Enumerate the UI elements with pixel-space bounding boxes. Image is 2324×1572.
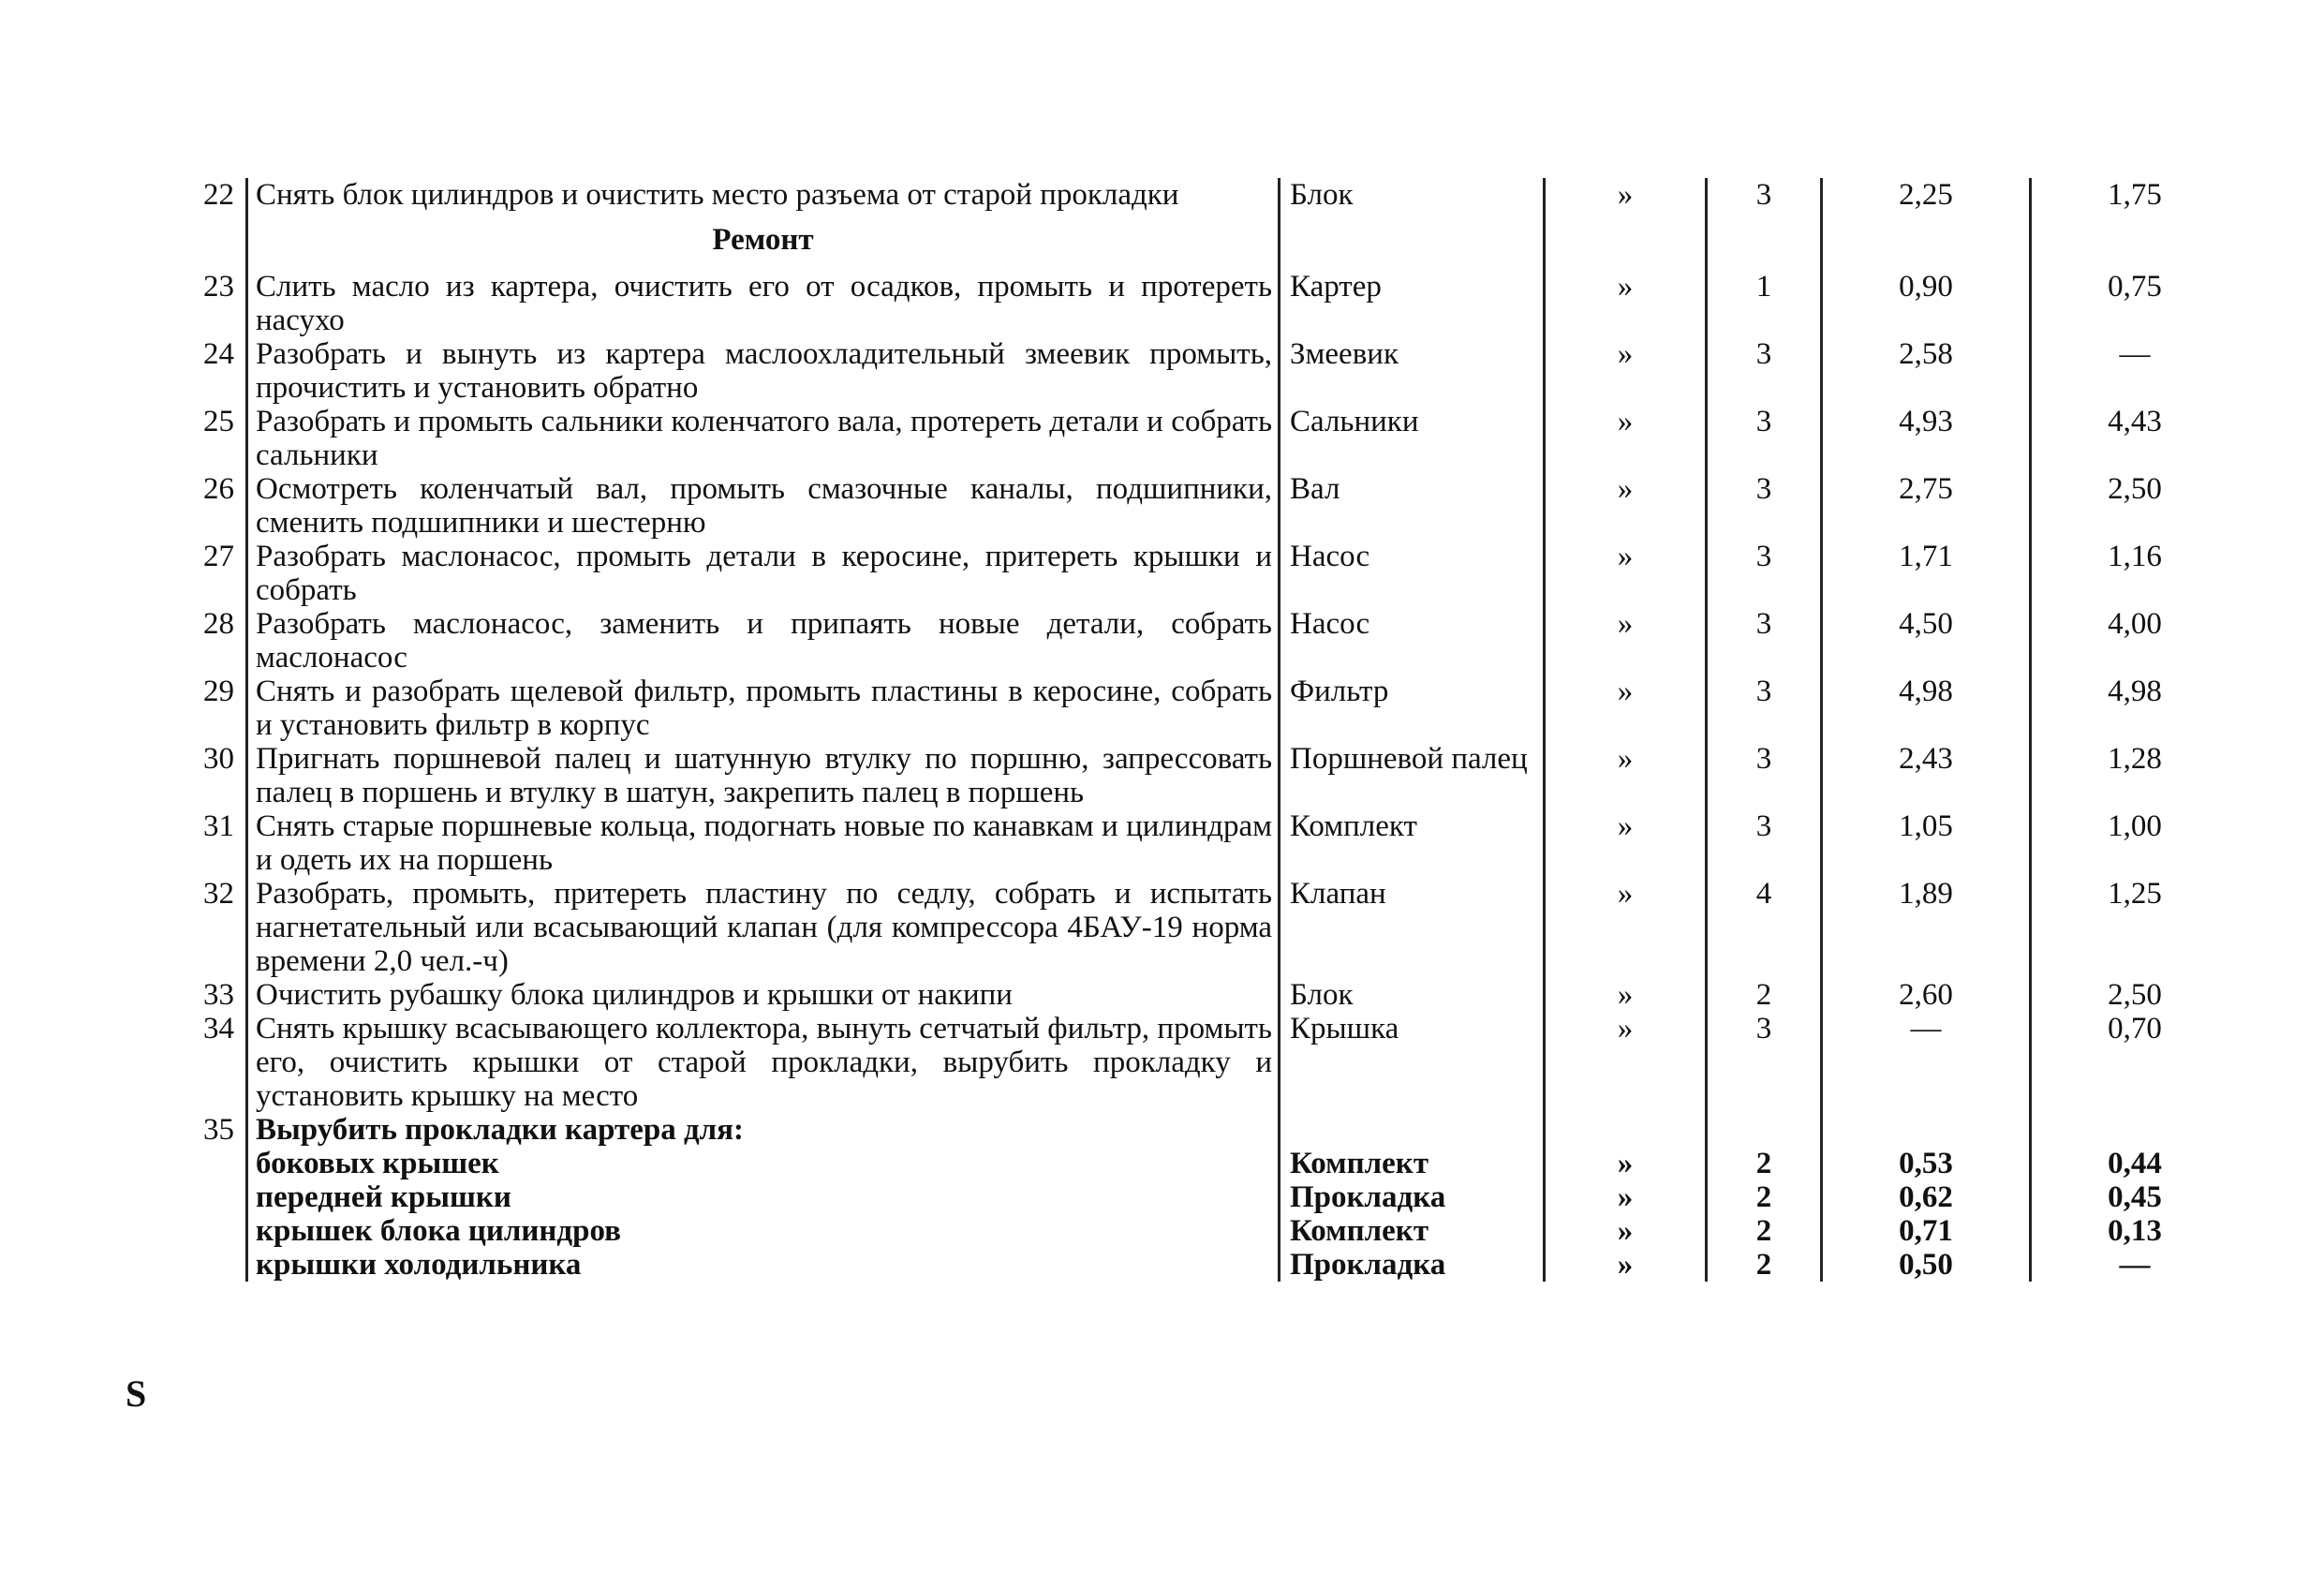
- row-time-norm-1: 2,58: [1822, 337, 2031, 405]
- table-row: [150, 877, 2238, 978]
- row-category: 2: [1707, 1147, 1822, 1180]
- row-number: 32: [203, 877, 234, 911]
- row-number-empty: [150, 1248, 247, 1282]
- row-description: передней крышки: [247, 1180, 1280, 1214]
- row-description: Разобрать маслонасос, промыть детали в керосине, притереть крышки и собрать: [247, 540, 1280, 607]
- row-time-norm-1: 2,60: [1822, 978, 2031, 1012]
- row-number: 33: [203, 978, 234, 1012]
- row-time-norm-2: 1,00: [2031, 809, 2239, 877]
- row-category: 3: [1707, 178, 1822, 212]
- row-time-norm-2: 4,43: [2031, 405, 2239, 472]
- row-ditto: »: [1545, 178, 1707, 212]
- row-time-norm-2: —: [2031, 337, 2239, 405]
- row-category: 3: [1707, 540, 1822, 607]
- row-category: 3: [1707, 472, 1822, 540]
- row-time-norm-1: 4,98: [1822, 675, 2031, 742]
- row-category: 2: [1707, 1248, 1822, 1282]
- row-description: Очистить рубашку блока цилиндров и крышки от накипи: [247, 978, 1280, 1012]
- row-description: Снять старые поршневые кольца, подогнать новые по канавкам и цилиндрам и одеть их на поршень: [247, 809, 1280, 877]
- row-ditto: »: [1545, 607, 1707, 675]
- row-description: Разобрать маслонасос, заменить и припаять новые детали, собрать маслонасос: [247, 607, 1280, 675]
- row-unit: Блок: [1290, 978, 1354, 1012]
- table-row: [150, 809, 2238, 877]
- row-ditto: »: [1545, 1214, 1707, 1248]
- row-category: 3: [1707, 742, 1822, 809]
- row-ditto: »: [1545, 405, 1707, 472]
- table-row: [150, 405, 2238, 472]
- table-row: [150, 607, 2238, 675]
- row-number: 30: [203, 742, 234, 776]
- row-unit: Поршневой палец: [1290, 742, 1528, 776]
- row-unit: Вал: [1290, 472, 1340, 506]
- row-unit: Комплект: [1290, 809, 1417, 843]
- row-ditto: »: [1545, 1012, 1707, 1113]
- row-time-norm-1: —: [1822, 1012, 2031, 1113]
- row-ditto: »: [1545, 1147, 1707, 1180]
- row-category: 3: [1707, 1012, 1822, 1113]
- row-time-norm-1: 2,43: [1822, 742, 2031, 809]
- row-time-norm-2: 1,75: [2031, 178, 2239, 212]
- row-unit: Насос: [1290, 607, 1370, 641]
- table-row: [150, 675, 2238, 742]
- table-subrow: [150, 1248, 2238, 1282]
- row-number-empty: [150, 1180, 247, 1214]
- row-category: 3: [1707, 337, 1822, 405]
- row-time-norm-2: 2,50: [2031, 472, 2239, 540]
- row-number: 22: [203, 178, 234, 212]
- page-number: S: [126, 1372, 147, 1415]
- row-time-norm-1: 2,75: [1822, 472, 2031, 540]
- row-number-empty: [150, 1147, 247, 1180]
- row-description: Вырубить прокладки картера для:: [247, 1113, 1280, 1147]
- row-description: Осмотреть коленчатый вал, промыть смазочные каналы, подшипники, сменить подшипники и шестерню: [247, 472, 1280, 540]
- row-category: 3: [1707, 405, 1822, 472]
- section-header-row: [150, 212, 2238, 270]
- table-row: [150, 540, 2238, 607]
- table-row: [150, 270, 2238, 337]
- row-category: 4: [1707, 877, 1822, 978]
- row-number-empty: [150, 1214, 247, 1248]
- row-number: 27: [203, 540, 234, 573]
- row-time-norm-2: 2,50: [2031, 978, 2239, 1012]
- row-description: Снять блок цилиндров и очистить место разъема от старой прокладки: [247, 178, 1280, 212]
- row-number: 25: [203, 405, 234, 438]
- row-unit: Змеевик: [1290, 337, 1399, 371]
- row-time-norm-1: 1,89: [1822, 877, 2031, 978]
- row-number: 35: [203, 1113, 234, 1147]
- row-ditto: »: [1545, 1248, 1707, 1282]
- row-time-norm-1: 1,05: [1822, 809, 2031, 877]
- row-time-norm-2: 0,13: [2031, 1214, 2239, 1248]
- row-description: Пригнать поршневой палец и шатунную втулку по поршню, запрессовать палец в поршень и втулку в шатун, закрепить палец в поршень: [247, 742, 1280, 809]
- row-time-norm-1: 1,71: [1822, 540, 2031, 607]
- row-ditto: »: [1545, 809, 1707, 877]
- table-row: [150, 978, 2238, 1012]
- table-row: [150, 742, 2238, 809]
- row-time-norm-1: 0,53: [1822, 1147, 2031, 1180]
- row-unit: Насос: [1290, 540, 1370, 573]
- row-unit: Прокладка: [1290, 1248, 1446, 1282]
- section-title: Ремонт: [247, 212, 1280, 270]
- row-time-norm-1: 0,62: [1822, 1180, 2031, 1214]
- row-ditto: »: [1545, 540, 1707, 607]
- row-category: 1: [1707, 270, 1822, 337]
- row-description: крышки холодильника: [247, 1248, 1280, 1282]
- row-unit: Сальники: [1290, 405, 1419, 438]
- row-unit: Блок: [1290, 178, 1354, 212]
- row-description: Разобрать и вынуть из картера маслоохладительный змеевик промыть, прочистить и установить обратно: [247, 337, 1280, 405]
- row-time-norm-2: 0,75: [2031, 270, 2239, 337]
- row-unit: Комплект: [1290, 1147, 1429, 1180]
- row-ditto: »: [1545, 978, 1707, 1012]
- row-description: Снять и разобрать щелевой фильтр, промыть пластины в керосине, собрать и установить фильтр в корпус: [247, 675, 1280, 742]
- row-category: 3: [1707, 675, 1822, 742]
- row-time-norm-1: 2,25: [1822, 178, 2031, 212]
- row-time-norm-2: 1,16: [2031, 540, 2239, 607]
- row-unit: Картер: [1290, 270, 1382, 304]
- row-description: боковых крышек: [247, 1147, 1280, 1180]
- norms-table: [150, 178, 2238, 1282]
- row-number: 34: [203, 1012, 234, 1046]
- row-number: 29: [203, 675, 234, 708]
- row-time-norm-1: 0,50: [1822, 1248, 2031, 1282]
- row-ditto: »: [1545, 675, 1707, 742]
- table-row: [150, 472, 2238, 540]
- row-ditto: »: [1545, 742, 1707, 809]
- row-time-norm-1: 4,93: [1822, 405, 2031, 472]
- row-number: 31: [203, 809, 234, 843]
- row-category: 3: [1707, 607, 1822, 675]
- row-unit: Прокладка: [1290, 1180, 1446, 1214]
- row-number: 26: [203, 472, 234, 506]
- row-unit: Фильтр: [1290, 675, 1389, 708]
- row-time-norm-2: 0,44: [2031, 1147, 2239, 1180]
- row-unit: Клапан: [1290, 877, 1386, 911]
- row-description: Снять крышку всасывающего коллектора, вынуть сетчатый фильтр, промыть его, очистить крышки от старой прокладки, вырубить прокладку и установить крышку на место: [247, 1012, 1280, 1113]
- row-time-norm-2: 1,28: [2031, 742, 2239, 809]
- table-row: [150, 1012, 2238, 1113]
- table-row-35: [150, 1113, 2238, 1147]
- table-subrow: [150, 1147, 2238, 1180]
- row-time-norm-2: 4,98: [2031, 675, 2239, 742]
- row-unit: Комплект: [1290, 1214, 1429, 1248]
- row-time-norm-2: 1,25: [2031, 877, 2239, 978]
- row-time-norm-1: 4,50: [1822, 607, 2031, 675]
- row-time-norm-1: 0,90: [1822, 270, 2031, 337]
- row-number: 23: [203, 270, 234, 304]
- row-unit: Крышка: [1290, 1012, 1399, 1046]
- row-number: 28: [203, 607, 234, 641]
- row-time-norm-2: 0,45: [2031, 1180, 2239, 1214]
- row-category: 2: [1707, 978, 1822, 1012]
- row-ditto: »: [1545, 1180, 1707, 1214]
- row-time-norm-2: —: [2031, 1248, 2239, 1282]
- row-category: 3: [1707, 809, 1822, 877]
- row-ditto: »: [1545, 270, 1707, 337]
- row-time-norm-1: 0,71: [1822, 1214, 2031, 1248]
- table-row: [150, 337, 2238, 405]
- table-subrow: [150, 1180, 2238, 1214]
- row-description: Разобрать, промыть, притереть пластину по седлу, собрать и испытать нагнетательный или всасывающий клапан (для компрессора 4БАУ-19 норма времени 2,0 чел.-ч): [247, 877, 1280, 978]
- row-ditto: »: [1545, 472, 1707, 540]
- row-category: 2: [1707, 1214, 1822, 1248]
- row-number: 24: [203, 337, 234, 371]
- table-subrow: [150, 1214, 2238, 1248]
- row-description: Разобрать и промыть сальники коленчатого вала, протереть детали и собрать сальники: [247, 405, 1280, 472]
- table-row: [150, 178, 2238, 212]
- row-ditto: »: [1545, 877, 1707, 978]
- row-category: 2: [1707, 1180, 1822, 1214]
- row-description: крышек блока цилиндров: [247, 1214, 1280, 1248]
- row-time-norm-2: 4,00: [2031, 607, 2239, 675]
- row-description: Слить масло из картера, очистить его от осадков, промыть и протереть насухо: [247, 270, 1280, 337]
- row-ditto: »: [1545, 337, 1707, 405]
- row-time-norm-2: 0,70: [2031, 1012, 2239, 1113]
